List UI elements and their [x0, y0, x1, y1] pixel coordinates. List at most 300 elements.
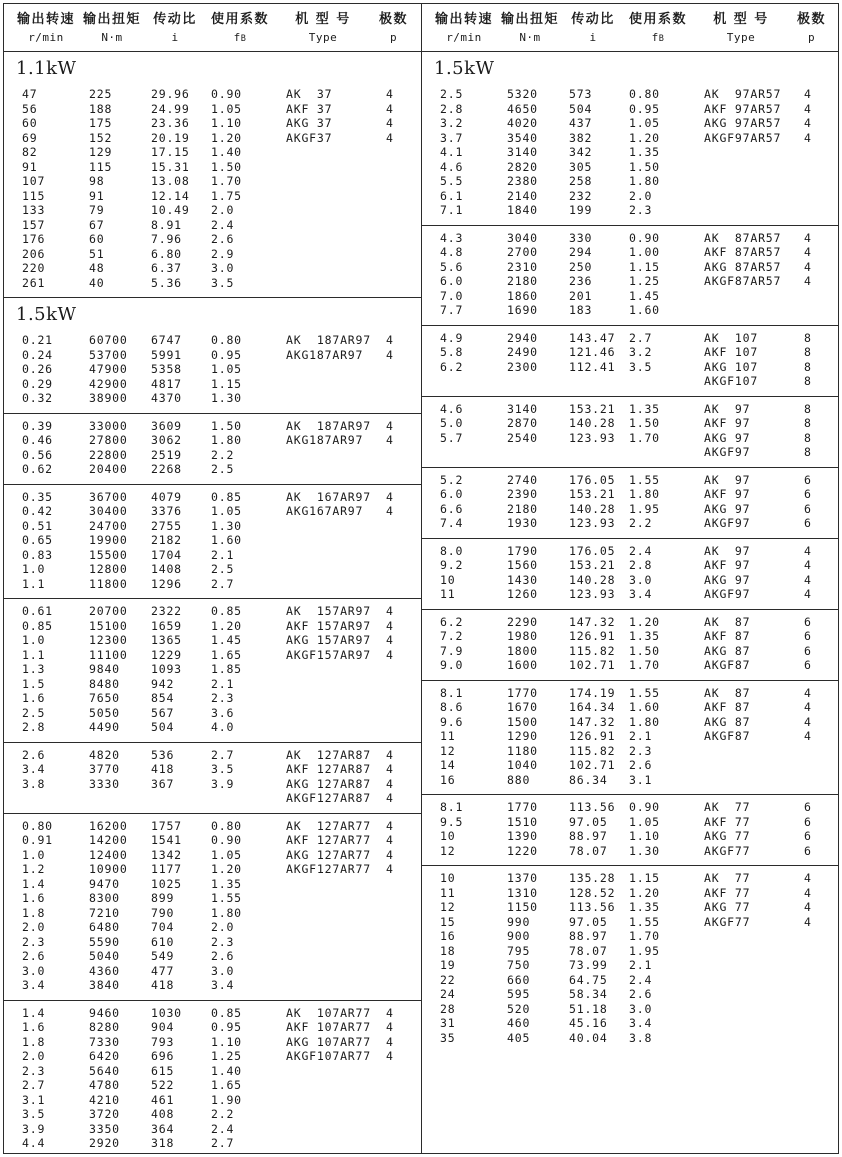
cell-ratio: 24.99: [151, 101, 190, 116]
cell-ratio: 123.93: [569, 430, 616, 445]
table-row: [431, 573, 829, 588]
cell-output-speed: 2.3: [22, 1063, 46, 1078]
cell-service-factor: 1.20: [211, 618, 242, 633]
table-row: [431, 289, 829, 304]
cell-service-factor: 0.90: [629, 800, 660, 814]
cell-poles: [371, 1078, 416, 1093]
cell-output-torque: 5590: [89, 934, 120, 949]
cell-ratio: 153.21: [569, 401, 616, 416]
cell-output-speed: 1.4: [22, 1005, 46, 1020]
cell-type: AKG187AR97: [286, 433, 364, 447]
cell-output-speed: 2.3: [22, 934, 46, 949]
cell-type: AKF 87: [704, 629, 751, 643]
table-row: [13, 633, 412, 648]
cell-output-torque: 60700: [89, 333, 128, 347]
cell-type: [275, 662, 371, 677]
cell-output-speed: 19: [440, 958, 456, 972]
table-row: [431, 303, 829, 318]
table-row: [13, 348, 412, 363]
table-row: [13, 562, 412, 577]
table-row: [13, 261, 412, 276]
cell-service-factor: 0.95: [211, 347, 242, 362]
cell-output-torque: 2310: [507, 259, 538, 274]
cell-output-torque: 20700: [89, 604, 128, 618]
cell-service-factor: 1.50: [629, 159, 660, 174]
cell-output-torque: 12800: [89, 562, 128, 576]
cell-poles: 4: [386, 762, 394, 776]
cell-output-speed: 7.0: [440, 288, 464, 303]
table-row: [13, 935, 412, 950]
cell-output-speed: 0.62: [22, 462, 53, 476]
cell-poles: 6: [804, 829, 812, 843]
cell-poles: 4: [386, 776, 394, 791]
cell-service-factor: 0.90: [211, 833, 242, 847]
cell-ratio: 5991: [151, 347, 182, 362]
cell-poles: 8: [804, 430, 812, 445]
table-row: [431, 758, 829, 773]
cell-output-speed: 11: [440, 587, 456, 601]
cell-output-speed: 4.6: [440, 401, 464, 416]
cell-service-factor: 1.50: [211, 159, 242, 174]
cell-type: AKGF127AR77: [286, 862, 371, 876]
table-row: [13, 174, 412, 189]
cell-output-torque: 595: [507, 987, 531, 1001]
cell-poles: [371, 548, 416, 563]
cell-type: [275, 203, 371, 218]
table-row: [431, 160, 829, 175]
cell-output-speed: 28: [440, 1001, 456, 1016]
cell-type: AKG 87: [704, 714, 751, 729]
cell-output-torque: 795: [507, 943, 531, 958]
cell-service-factor: 1.40: [211, 1063, 242, 1078]
cell-service-factor: 2.4: [211, 217, 235, 232]
cell-service-factor: 1.05: [629, 814, 660, 829]
cell-poles: [371, 174, 416, 189]
cell-output-torque: 1840: [507, 203, 538, 217]
cell-service-factor: 2.4: [211, 1121, 235, 1136]
cell-service-factor: 1.70: [211, 174, 242, 188]
cell-service-factor: 1.70: [629, 658, 660, 672]
cell-type: [693, 189, 789, 204]
cell-service-factor: 0.90: [629, 230, 660, 245]
cell-ratio: 3376: [151, 504, 182, 518]
cell-ratio: 153.21: [569, 487, 616, 501]
cell-service-factor: 1.70: [629, 929, 660, 943]
cell-output-torque: 30400: [89, 504, 128, 518]
cell-ratio: 382: [569, 130, 593, 145]
cell-output-speed: 14: [440, 758, 456, 772]
table-row: [13, 419, 412, 434]
cell-ratio: 128.52: [569, 885, 616, 900]
cell-poles: [371, 1107, 416, 1122]
cell-output-torque: 1260: [507, 587, 538, 601]
cell-service-factor: 0.80: [211, 333, 242, 347]
cell-ratio: 201: [569, 288, 593, 303]
header-service-factor-en-label: f: [651, 31, 659, 44]
table-row: [13, 116, 412, 131]
cell-poles: 6: [804, 501, 812, 516]
cell-service-factor: 1.20: [629, 614, 660, 629]
cell-output-speed: 3.5: [22, 1107, 46, 1121]
table-row: [431, 345, 829, 360]
cell-ratio: 342: [569, 145, 593, 159]
cell-output-torque: 1220: [507, 843, 538, 858]
cell-ratio: 97.05: [569, 814, 608, 829]
cell-output-torque: 1390: [507, 829, 538, 843]
cell-service-factor: 0.85: [211, 604, 242, 618]
cell-service-factor: 1.25: [629, 274, 660, 288]
cell-poles: 4: [804, 230, 812, 245]
table-row: [431, 402, 829, 417]
table-row: [431, 431, 829, 446]
table-row: [431, 829, 829, 844]
cell-service-factor: 3.6: [211, 705, 235, 720]
cell-service-factor: 1.30: [211, 518, 242, 533]
cell-output-torque: 1510: [507, 814, 538, 829]
cell-ratio: 183: [569, 303, 593, 317]
cell-ratio: 504: [569, 101, 593, 116]
column-header: [422, 4, 838, 52]
cell-service-factor: 2.2: [211, 447, 235, 462]
cell-ratio: 854: [151, 691, 175, 705]
cell-ratio: 140.28: [569, 416, 616, 430]
cell-poles: 8: [804, 416, 812, 430]
cell-type: AK 77: [704, 871, 751, 885]
cell-type: AK 107AR77: [286, 1005, 371, 1020]
cell-poles: [371, 519, 416, 534]
table-block: [422, 325, 838, 396]
cell-output-torque: 990: [507, 914, 531, 929]
cell-service-factor: 1.20: [211, 862, 242, 876]
cell-output-torque: 8480: [89, 676, 120, 691]
cell-ratio: 1342: [151, 847, 182, 862]
cell-output-speed: 0.21: [22, 333, 53, 347]
cell-service-factor: 1.15: [629, 259, 660, 274]
cell-output-torque: 1800: [507, 643, 538, 658]
cell-poles: 4: [804, 871, 812, 885]
cell-ratio: 1408: [151, 562, 182, 576]
cell-ratio: 73.99: [569, 958, 608, 972]
header-output-speed-zh: 输出转速: [16, 12, 75, 27]
cell-output-torque: 91: [89, 188, 105, 203]
cell-output-speed: 7.9: [440, 643, 464, 658]
cell-poles: 4: [804, 900, 812, 914]
cell-type: [275, 548, 371, 563]
cell-ratio: 3062: [151, 433, 182, 447]
cell-service-factor: 1.35: [211, 876, 242, 891]
cell-output-torque: 1430: [507, 572, 538, 587]
cell-type: AK 97: [704, 543, 751, 558]
table-row: [13, 577, 412, 592]
cell-output-torque: 2920: [89, 1136, 120, 1150]
table-row: [431, 260, 829, 275]
header-output-speed-en-label: r/min: [446, 31, 482, 44]
cell-output-torque: 12400: [89, 847, 128, 862]
cell-type: AK 127AR77: [286, 818, 371, 833]
table-row: [431, 487, 829, 502]
cell-output-speed: 0.46: [22, 433, 53, 447]
table-row: [13, 1006, 412, 1021]
cell-output-torque: 4780: [89, 1078, 120, 1092]
cell-type: AKG 127AR87: [286, 776, 371, 791]
cell-poles: 4: [386, 647, 394, 662]
cell-output-speed: 7.2: [440, 629, 464, 643]
cell-service-factor: 1.20: [629, 885, 660, 900]
cell-ratio: 115.82: [569, 743, 616, 758]
cell-output-torque: 1980: [507, 629, 538, 643]
cell-ratio: 504: [151, 720, 175, 734]
cell-output-speed: 3.2: [440, 116, 464, 130]
cell-poles: [371, 261, 416, 276]
table-row: [13, 448, 412, 463]
cell-type: [693, 289, 789, 304]
cell-type: AKG 77: [704, 829, 751, 843]
cell-service-factor: 2.6: [629, 758, 653, 772]
table-row: [13, 519, 412, 534]
table-row: [431, 944, 829, 959]
cell-output-torque: 2490: [507, 345, 538, 359]
cell-output-speed: 69: [22, 130, 38, 145]
cell-poles: [789, 958, 834, 973]
cell-poles: 4: [386, 504, 394, 518]
cell-output-torque: 1670: [507, 700, 538, 714]
cell-service-factor: 1.55: [629, 914, 660, 929]
section-title: 1.5kW: [16, 304, 77, 325]
cell-service-factor: 1.05: [211, 847, 242, 862]
cell-output-torque: 60: [89, 232, 105, 246]
cell-ratio: 364: [151, 1121, 175, 1136]
cell-poles: 4: [804, 700, 812, 714]
cell-service-factor: 2.3: [629, 203, 653, 217]
cell-service-factor: 1.80: [629, 714, 660, 729]
header-service-factor-en-label: f: [233, 31, 241, 44]
cell-ratio: 176.05: [569, 472, 616, 487]
cell-output-speed: 0.24: [22, 347, 53, 362]
cell-ratio: 1229: [151, 647, 182, 662]
table-row: [13, 978, 412, 993]
cell-service-factor: 1.00: [629, 245, 660, 259]
table-row: [431, 360, 829, 375]
column-header-zh-row: [13, 10, 412, 30]
cell-poles: 4: [386, 130, 394, 145]
cell-poles: 6: [804, 472, 812, 487]
table-row: [13, 1122, 412, 1137]
cell-ratio: 45.16: [569, 1016, 608, 1030]
cell-poles: 4: [804, 543, 812, 558]
table-row: [431, 715, 829, 730]
table-block: [4, 82, 421, 297]
table-row: [431, 773, 829, 788]
cell-ratio: 153.21: [569, 558, 616, 572]
cell-ratio: 330: [569, 230, 593, 245]
cell-ratio: 1030: [151, 1005, 182, 1020]
cell-poles: 4: [804, 101, 812, 116]
cell-ratio: 1659: [151, 618, 182, 633]
cell-output-speed: 133: [22, 203, 46, 217]
cell-ratio: 4817: [151, 376, 182, 391]
cell-output-speed: 4.4: [22, 1136, 46, 1150]
cell-type: AKG 37: [286, 116, 333, 130]
header-output-torque-zh: 输出扭矩: [500, 12, 559, 27]
cell-poles: [789, 1031, 834, 1046]
cell-output-torque: 5040: [89, 949, 120, 963]
cell-poles: [371, 362, 416, 377]
cell-type: [693, 744, 789, 759]
cell-output-torque: 2180: [507, 274, 538, 288]
cell-output-torque: 1790: [507, 543, 538, 558]
cell-poles: [789, 773, 834, 788]
cell-output-torque: 129: [89, 145, 113, 159]
cell-output-torque: 3770: [89, 762, 120, 776]
cell-type: AKGF77: [704, 914, 751, 929]
cell-output-torque: 14200: [89, 833, 128, 847]
cell-output-speed: 0.65: [22, 533, 53, 547]
cell-output-torque: 33000: [89, 418, 128, 433]
cell-ratio: 610: [151, 934, 175, 949]
table-row: [431, 929, 829, 944]
cell-ratio: 13.08: [151, 174, 190, 188]
cell-type: [275, 247, 371, 262]
header-type-en: [693, 30, 789, 47]
cell-poles: [371, 1136, 416, 1151]
cell-type: AKF 107: [704, 345, 759, 359]
cell-type: [275, 720, 371, 735]
cell-service-factor: 2.5: [211, 562, 235, 576]
cell-output-torque: 47900: [89, 362, 128, 376]
cell-output-torque: 3330: [89, 776, 120, 791]
cell-output-speed: 82: [22, 145, 38, 159]
cell-output-speed: 4.3: [440, 230, 464, 245]
table-block: [4, 1000, 421, 1154]
cell-poles: 8: [804, 359, 812, 374]
cell-type: [693, 958, 789, 973]
cell-ratio: 536: [151, 747, 175, 762]
cell-ratio: 176.05: [569, 543, 616, 558]
cell-ratio: 942: [151, 676, 175, 691]
cell-type: [275, 562, 371, 577]
cell-ratio: 793: [151, 1034, 175, 1049]
cell-type: AKF 97: [704, 416, 751, 430]
cell-output-speed: 6.6: [440, 501, 464, 516]
cell-type: [275, 706, 371, 721]
cell-type: AKG 107: [704, 359, 759, 374]
cell-type: [693, 773, 789, 788]
cell-service-factor: 2.9: [211, 246, 235, 261]
cell-ratio: 17.15: [151, 145, 190, 159]
cell-type: AKGF87: [704, 729, 751, 743]
cell-service-factor: 1.35: [629, 900, 660, 914]
cell-ratio: 522: [151, 1078, 175, 1092]
table-row: [13, 777, 412, 792]
cell-output-torque: 2700: [507, 245, 538, 259]
cell-poles: 4: [804, 558, 812, 572]
cell-poles: [371, 232, 416, 247]
column-header: [4, 4, 421, 52]
cell-service-factor: 1.85: [211, 662, 242, 676]
cell-output-speed: 5.2: [440, 472, 464, 487]
cell-ratio: 121.46: [569, 345, 616, 359]
cell-output-torque: 42900: [89, 376, 128, 391]
table-block: [4, 598, 421, 742]
cell-ratio: 6.37: [151, 261, 182, 275]
header-poles-zh: 极数: [378, 12, 408, 27]
cell-service-factor: 1.55: [629, 472, 660, 487]
cell-ratio: 305: [569, 159, 593, 174]
cell-output-speed: 2.8: [440, 101, 464, 116]
cell-output-speed: 220: [22, 261, 46, 275]
cell-output-torque: 38900: [89, 391, 128, 405]
cell-output-torque: 15100: [89, 618, 128, 633]
cell-service-factor: 1.95: [629, 943, 660, 958]
cell-poles: [371, 891, 416, 906]
cell-output-speed: 16: [440, 929, 456, 943]
cell-poles: 6: [804, 643, 812, 658]
cell-service-factor: 1.95: [629, 501, 660, 516]
table-row: [13, 131, 412, 146]
cell-service-factor: 1.60: [629, 303, 660, 317]
cell-poles: [371, 247, 416, 262]
cell-service-factor: 3.0: [629, 572, 653, 587]
cell-output-speed: 12: [440, 743, 456, 758]
cell-service-factor: 3.1: [629, 772, 653, 787]
table-row: [13, 1107, 412, 1122]
table-row: [13, 662, 412, 677]
cell-service-factor: 1.80: [211, 905, 242, 920]
cell-poles: [789, 987, 834, 1002]
cell-type: AKF 107AR77: [286, 1020, 371, 1034]
table-row: [13, 1136, 412, 1151]
header-output-torque-en-label: N·m: [101, 31, 123, 44]
cell-ratio: 236: [569, 274, 593, 288]
column-header-en-row: [431, 30, 829, 47]
cell-type: AKG167AR97: [286, 504, 364, 518]
cell-poles: 6: [804, 614, 812, 629]
cell-poles: 4: [804, 714, 812, 729]
cell-output-torque: 15500: [89, 547, 128, 562]
cell-poles: 4: [804, 914, 812, 929]
cell-poles: 4: [804, 259, 812, 274]
cell-ratio: 23.36: [151, 116, 190, 130]
cell-ratio: 5358: [151, 362, 182, 376]
cell-type: AK 127AR87: [286, 747, 371, 762]
table-block: [4, 742, 421, 813]
cell-type: AKG 107AR77: [286, 1034, 371, 1049]
cell-service-factor: 4.0: [211, 720, 235, 734]
cell-output-torque: 53700: [89, 347, 128, 362]
cell-output-torque: 2380: [507, 174, 538, 188]
cell-poles: 4: [386, 489, 394, 504]
cell-service-factor: 1.15: [211, 376, 242, 391]
cell-type: AKGF87: [704, 658, 751, 672]
cell-output-speed: 11: [440, 729, 456, 743]
table-row: [13, 377, 412, 392]
cell-service-factor: 2.6: [211, 232, 235, 246]
cell-ratio: 477: [151, 963, 175, 978]
table-row: [13, 232, 412, 247]
cell-service-factor: 1.35: [629, 401, 660, 416]
cell-output-torque: 36700: [89, 489, 128, 504]
header-poles-en: [789, 30, 834, 47]
cell-service-factor: 1.20: [211, 130, 242, 145]
cell-ratio: 615: [151, 1063, 175, 1078]
cell-output-speed: 7.4: [440, 516, 464, 530]
cell-type: AKG 127AR77: [286, 847, 371, 862]
cell-type: AKF 97: [704, 487, 751, 501]
table-row: [13, 619, 412, 634]
cell-service-factor: 2.0: [211, 920, 235, 934]
cell-output-speed: 115: [22, 188, 46, 203]
header-output-torque-en-label: N·m: [519, 31, 541, 44]
